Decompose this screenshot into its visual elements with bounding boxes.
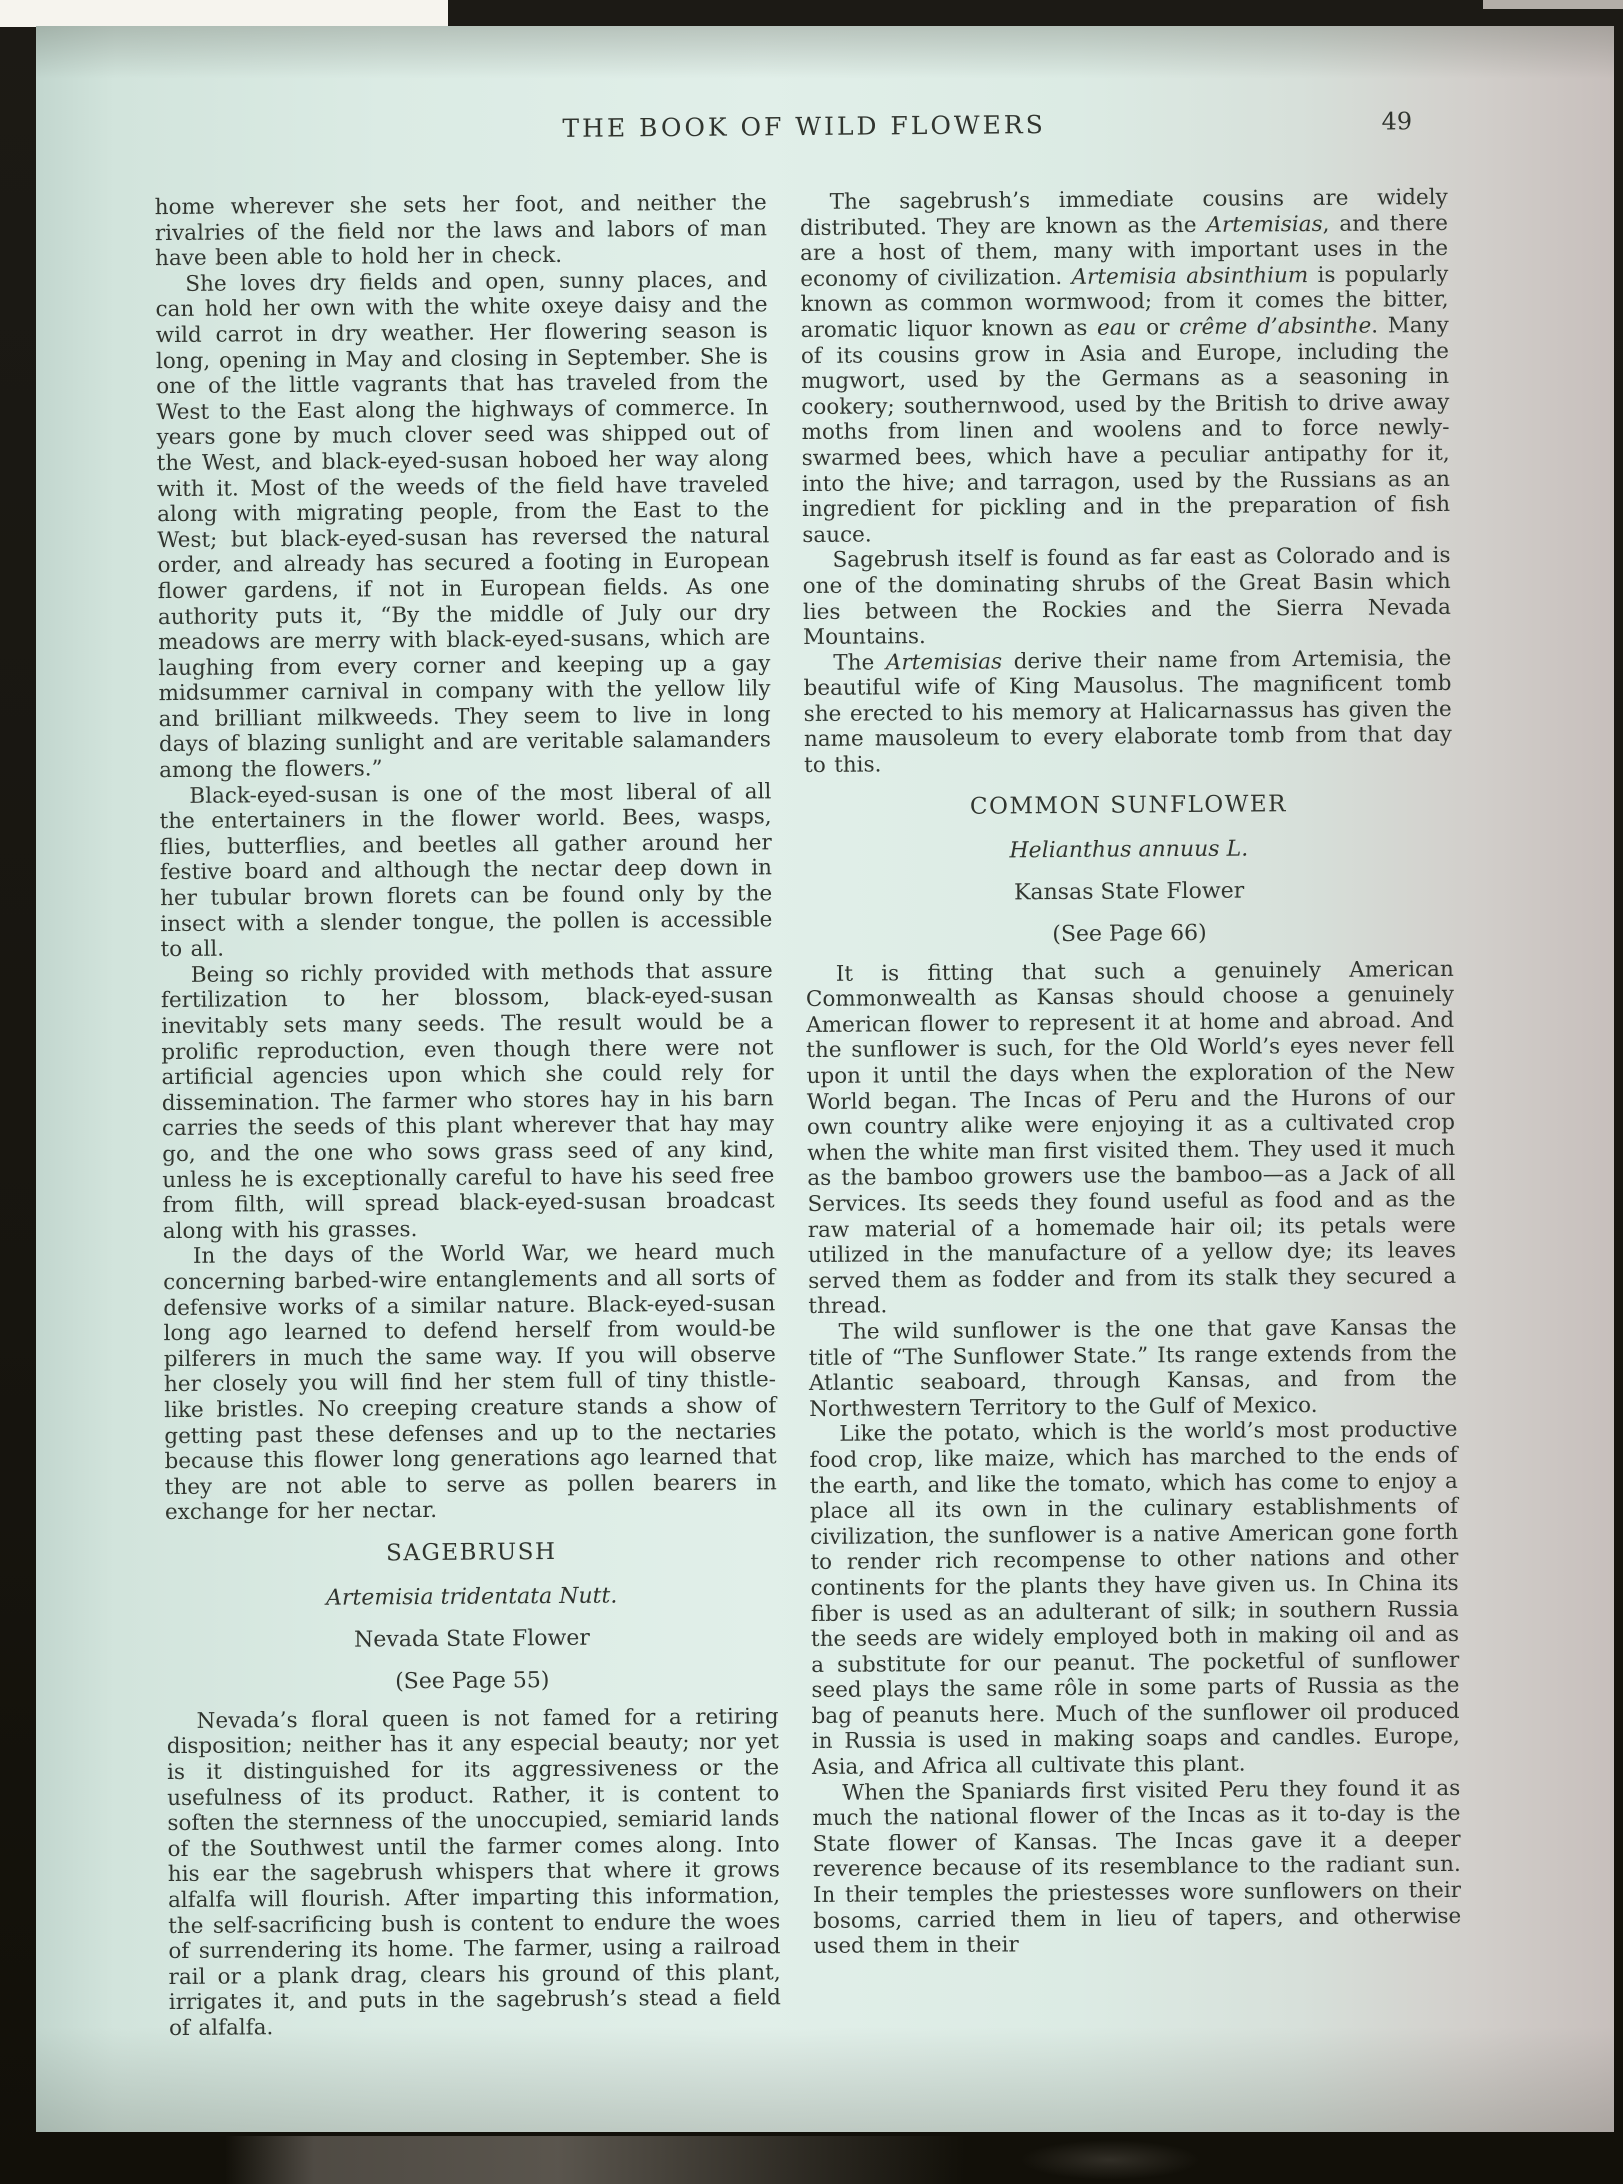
body-paragraph: When the Spaniards first visited Peru they found it as much the national flower of the Incas as it to-day is the State flower of Kansas. The Incas gave it a deeper reverence because of its resemblance to the radiant sun. In their temples the priestesses wore sunflowers on their bosoms, carried them in lieu of tapers, and otherwise used them in their — [812, 1775, 1462, 1960]
photo-white-corner — [0, 0, 448, 27]
section-heading-common-sunflower — [804, 790, 1453, 949]
body-paragraph: It is fitting that such a genuinely American Commonwealth as Kansas should choose a genuinely American flower to represent it at home and abroad. And the sunflower is such, for the Old World’s eyes never fell upon it until the days when the exploration of the New World began. The Incas of Peru and the Hurons of our own country alike were enjoying it as a cultivated crop when the white man first visited them. They used it much as the bamboo growers use the bamboo—as a Jack of all Services. Its seeds they found useful as food and as the raw material of a homemade hair oil; its petals were utilized in the manufacture of a yellow dye; its leaves served them as fodder and from its stalk they secured a thread. — [805, 956, 1457, 1320]
body-paragraph: The wild sunflower is the one that gave Kansas the title of “The Sunflower State.” Its range extends from the Atlantic seaboard, through Kansas, and from the Northwestern Territory to the Gulf of Mexico. — [808, 1314, 1458, 1422]
body-paragraph: Black-eyed-susan is one of the most liberal of all the entertainers in the flower world. Bees, wasps, flies, butterflies, and beetles all gather around her festive board and although the nectar deep down in her tubular brown florets can be found only by the insect with a slender tongue, the pollen is accessible to all. — [159, 778, 773, 963]
body-paragraph: The Artemisias derive their name from Artemisia, the beautiful wife of King Mausolus. The magnificent tomb she erected to his memory at Halicarnassus has given the name mausoleum to every elaborate tomb from that day to this. — [803, 645, 1453, 779]
body-paragraph: Sagebrush itself is found as far east as Colorado and is one of the dominating shrubs of the Great Basin which lies between the Rockies and the Sierra Nevada Mountains. — [802, 543, 1452, 651]
section-title: SAGEBRUSH — [385, 1538, 557, 1567]
section-state-flower: Kansas State Flower — [1013, 878, 1245, 906]
section-see-page: (See Page 55) — [395, 1667, 550, 1695]
body-paragraph: Being so richly provided with methods that assure fertilization to her blossom, black-eyed-susan inevitably sets many seeds. The result would be a prolific reproduction, even though there were not artificial agencies upon which she could rely for dissemination. The farmer who stores hay in his barn carries the seeds of this plant wherever that hay may go, and the one who sows grass seed of any kind, unless he is exceptionally careful to have his seed free from filth, will spread black-eyed-susan broadcast along with his grasses. — [160, 958, 775, 1244]
section-heading-sagebrush — [165, 1537, 778, 1696]
body-paragraph: home wherever she sets her foot, and neither the rivalries of the field nor the laws and labors of man have been able to hold her in check. — [154, 190, 768, 272]
photo-bottom-shadow — [225, 2136, 965, 2184]
page-content — [154, 107, 1469, 2042]
section-see-page: (See Page 66) — [1052, 920, 1207, 947]
text-columns — [155, 185, 1469, 2042]
section-title: COMMON SUNFLOWER — [969, 790, 1288, 820]
body-paragraph: Nevada’s floral queen is not famed for a retiring disposition; neither has it any especial beauty; nor yet is it distinguished for its aggressiveness or the usefulness of its product. Rather, it is content to soften the sternness of the unoccupied, semiarid lands of the Southwest until the farmer comes along. Into his ear the sagebrush whispers that where it grows alfalfa will flourish. After imparting this information, the self-sacrificing bush is content to endure the woes of surrendering its home. The farmer, using a railroad rail or a plank drag, clears his ground of this plant, irrigates it, and puts in the sagebrush’s stead a field of alfalfa. — [166, 1704, 781, 2042]
section-state-flower: Nevada State Flower — [353, 1625, 590, 1653]
book-page — [36, 26, 1614, 2132]
body-paragraph: Like the potato, which is the world’s most productive food crop, like maize, which has marched to the ends of the earth, and like the tomato, which has come to enjoy a place all its own in the culinary establishments of civilization, the sunflower is a native American gone forth to render rich recompense to other nations and other continents for the plants they have given us. In China its fiber is used as an adulterant of silk; in southern Russia the seeds are widely employed both in making oil and as a substitute for our peanut. The pocketful of sunflower seed plays the same rôle in some parts of Russia as the bag of peanuts here. Much of the sunflower oil produced in Russia is used in making soaps and candles. Europe, Asia, and Africa all cultivate this plant. — [809, 1417, 1460, 1781]
section-species-name: Helianthus annuus L. — [1009, 836, 1249, 864]
section-species-name: Artemisia tridentata Nutt. — [325, 1583, 618, 1611]
left-column — [155, 190, 781, 2041]
page-number: 49 — [1381, 107, 1413, 136]
page-title: THE BOOK OF WILD FLOWERS — [562, 110, 1046, 143]
body-paragraph: In the days of the World War, we heard much concerning barbed-wire entanglements and all sorts of defensive works of a similar nature. Black-eyed-susan long ago learned to defend herself from would-be pilferers in much the same way. If you will observe her closely you will find her stem full of tiny thistle-like bristles. No creeping creature stands a show of getting past these defenses and up to the nectaries because this flower long generations ago learned that they are not able to serve as pollen bearers in exchange for her nectar. — [163, 1239, 777, 1526]
photo-light-edge — [1483, 0, 1623, 9]
running-head — [154, 107, 1454, 155]
photo-bottom-shadow — [1020, 2140, 1200, 2180]
right-column — [800, 185, 1462, 2037]
body-paragraph: The sagebrush’s immediate cousins are widely distributed. They are known as the Artemisias, and there are a host of them, many with important uses in the economy of civilization. Artemisia absinthium is popularly known as common wormwood; from it comes the bitter, aromatic liquor known as eau or crême d’absinthe. Many of its cousins grow in Asia and Europe, including the mugwort, used by the Germans as a seasoning in cookery; southernwood, used by the British to drive away moths from linen and woolens and to force newly-swarmed bees, which have a peculiar antipathy for it, into the hive; and tarragon, used by the Russians as an ingredient for pickling and in the preparation of fish sauce. — [799, 184, 1451, 548]
body-paragraph: She loves dry fields and open, sunny places, and can hold her own with the white oxeye daisy and the wild carrot in dry weather. Her flowering season is long, opening in May and closing in September. She is one of the little vagrants that has traveled from the West to the East along the highways of commerce. In years gone by much clover seed was shipped out of the West, and black-eyed-susan hoboed her way along with it. Most of the weeds of the field have traveled along with migrating people, from the East to the West; but black-eyed-susan has reversed the natural order, and already has secured a footing in European flower gardens, if not in European fields. As one authority puts it, “By the middle of July our dry meadows are merry with black-eyed-susans, which are laughing from every corner and keeping up a gay midsummer carnival in company with the yellow lily and brilliant milkweeds. They seem to live in long days of blazing sunlight and are veritable salamanders among the flowers.” — [155, 267, 772, 784]
